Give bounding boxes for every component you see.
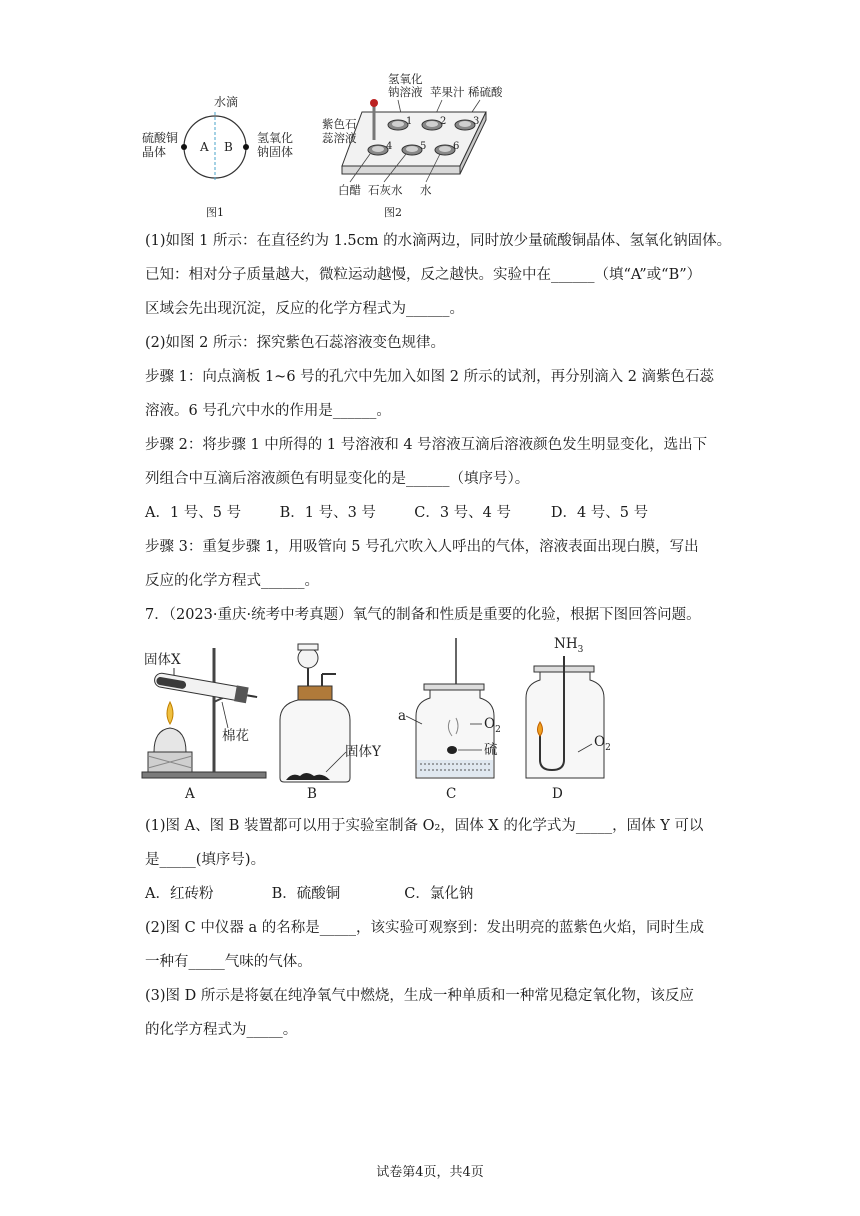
q7-stem: 7．（2023·重庆·统考中考真题）氧气的制备和性质是重要的化验，根据下图回答问题。 <box>145 607 701 623</box>
o2-label-c: $O_2$ <box>484 716 501 735</box>
q6-step2-line2: 列组合中互滴后溶液颜色有明显变化的是______（填序号）。 <box>145 471 530 487</box>
q6-step3-line1: 步骤 3：重复步骤 1，用吸管向 5 号孔穴吹入人呼出的气体，溶液表面出现白膜，写出 <box>145 539 699 555</box>
well-number: 6 <box>453 141 460 152</box>
well-number: 3 <box>473 116 480 127</box>
q7-part2-line2: 一种有_____气味的气体。 <box>145 954 312 970</box>
q7-option-b: B．硫酸铜 <box>271 886 341 902</box>
spot-plate-front <box>342 166 460 174</box>
dropper-bulb <box>370 99 378 107</box>
q6-step3-line2: 反应的化学方程式______。 <box>145 573 319 589</box>
fig2-naoh-label-1: 氢氧化 <box>388 72 423 86</box>
q7-option-c: C．氯化钠 <box>404 886 474 902</box>
fig1-left-label-1: 硫酸铜 <box>142 131 179 145</box>
page-footer: 试卷第4页，共4页 <box>376 1165 484 1180</box>
iron-stand-base <box>142 772 266 778</box>
apparatus-b-label: B <box>307 786 317 802</box>
figure-2 <box>322 70 502 220</box>
alcohol-lamp-flame <box>167 702 173 724</box>
q6-option-a: A．1 号、5 号 <box>145 505 242 521</box>
q7-part3-line1: (3)图 D 所示是将氨在纯净氧气中燃烧，生成一种单质和一种常见稳定氧化物，该反应 <box>145 988 694 1004</box>
q7-options <box>145 884 473 904</box>
q7-part2-line1: (2)图 C 中仪器 a 的名称是_____，该实验可观察到：发出明亮的蓝紫色火焰，同时生成 <box>145 920 704 936</box>
nh3-label: $NH_3$ <box>554 636 584 655</box>
bottle-b <box>280 700 350 782</box>
fig2-vinegar-label: 白醋 <box>338 183 361 197</box>
q6-step1-line2: 溶液。6 号孔穴中水的作用是______。 <box>145 403 391 419</box>
a-label: a <box>398 708 407 724</box>
fig2-apple-label: 苹果汁 <box>430 85 465 99</box>
q6-step1-line1: 步骤 1：向点滴板 1~6 号的孔穴中先加入如图 2 所示的试剂，再分别滴入 2 滴紫色石蕊 <box>145 369 715 385</box>
fig2-litmus-label-1: 紫色石 <box>322 117 357 131</box>
fig1-left-label-2: 晶体 <box>142 145 167 159</box>
fig1-caption: 图1 <box>206 206 224 219</box>
region-b-label: B <box>224 140 233 154</box>
alcohol-lamp <box>154 728 186 752</box>
well-number: 4 <box>386 141 393 152</box>
apparatus-c-label: C <box>446 786 457 802</box>
fig1-water-drop-label: 水滴 <box>214 95 239 109</box>
well-number: 5 <box>420 141 427 152</box>
fig2-caption: 图2 <box>384 206 402 219</box>
q6-options <box>145 503 648 523</box>
test-tube <box>153 672 246 702</box>
q7-part1-line2: 是_____(填序号)。 <box>145 852 266 868</box>
cotton-label: 棉花 <box>222 728 249 744</box>
apparatus-d-label: D <box>552 786 563 802</box>
sulfur-label: 硫 <box>484 742 498 758</box>
well-number: 2 <box>440 116 447 127</box>
q6-option-b: B．1 号、3 号 <box>279 505 376 521</box>
fig1-right-label-1: 氢氧化 <box>257 131 294 145</box>
q6-part1-line3: 区域会先出现沉淀，反应的化学方程式为______。 <box>145 301 464 317</box>
q6-option-d: D．4 号、5 号 <box>550 505 649 521</box>
funnel-bulb <box>298 648 318 668</box>
bottle-c-lid <box>424 684 484 690</box>
fig2-water-label: 水 <box>420 183 432 197</box>
q6-part1-line1: (1)如图 1 所示：在直径约为 1.5cm 的水滴两边，同时放少量硫酸铜晶体、氢氧化钠固体。 <box>145 233 732 249</box>
q6-step2-line1: 步骤 2：将步骤 1 中所得的 1 号溶液和 4 号溶液互滴后溶液颜色发生明显变化，选出下 <box>145 437 708 453</box>
fig2-naoh-label-2: 钠溶液 <box>388 85 423 99</box>
sulfur <box>447 746 457 754</box>
q6-part2: (2)如图 2 所示：探究紫色石蕊溶液变色规律。 <box>145 335 445 351</box>
o2-label-d: $O_2$ <box>594 734 611 753</box>
well-number: 1 <box>406 116 413 127</box>
naoh-dot <box>243 144 249 150</box>
fig2-limewater-label: 石灰水 <box>368 183 403 197</box>
q7-part1-line1: (1)图 A、图 B 装置都可以用于实验室制备 O₂，固体 X 的化学式为_____，固体 Y 可以 <box>145 818 704 834</box>
apparatus-a-label: A <box>185 786 195 802</box>
fig1-right-label-2: 钠固体 <box>257 145 294 159</box>
q7-option-a: A．红砖粉 <box>145 886 214 902</box>
q7-part3-line2: 的化学方程式为_____。 <box>145 1022 298 1038</box>
solid-y-label: 固体Y <box>345 744 381 760</box>
fig2-acid-label: 稀硫酸 <box>468 85 502 99</box>
figure-1 <box>140 90 310 220</box>
q6-option-c: C．3 号、4 号 <box>414 505 511 521</box>
q6-part1-line2: 已知：相对分子质量越大，微粒运动越慢，反之越快。实验中在______（填“A”或“B”） <box>145 267 702 283</box>
solid-x-label: 固体X <box>144 652 181 668</box>
region-a-label: A <box>200 140 209 154</box>
fig2-litmus-label-2: 蕊溶液 <box>322 131 357 145</box>
figure-q7-apparatus <box>140 632 620 804</box>
water-layer <box>417 760 493 777</box>
bottle-b-stopper <box>298 686 332 700</box>
copper-sulfate-dot <box>181 144 187 150</box>
